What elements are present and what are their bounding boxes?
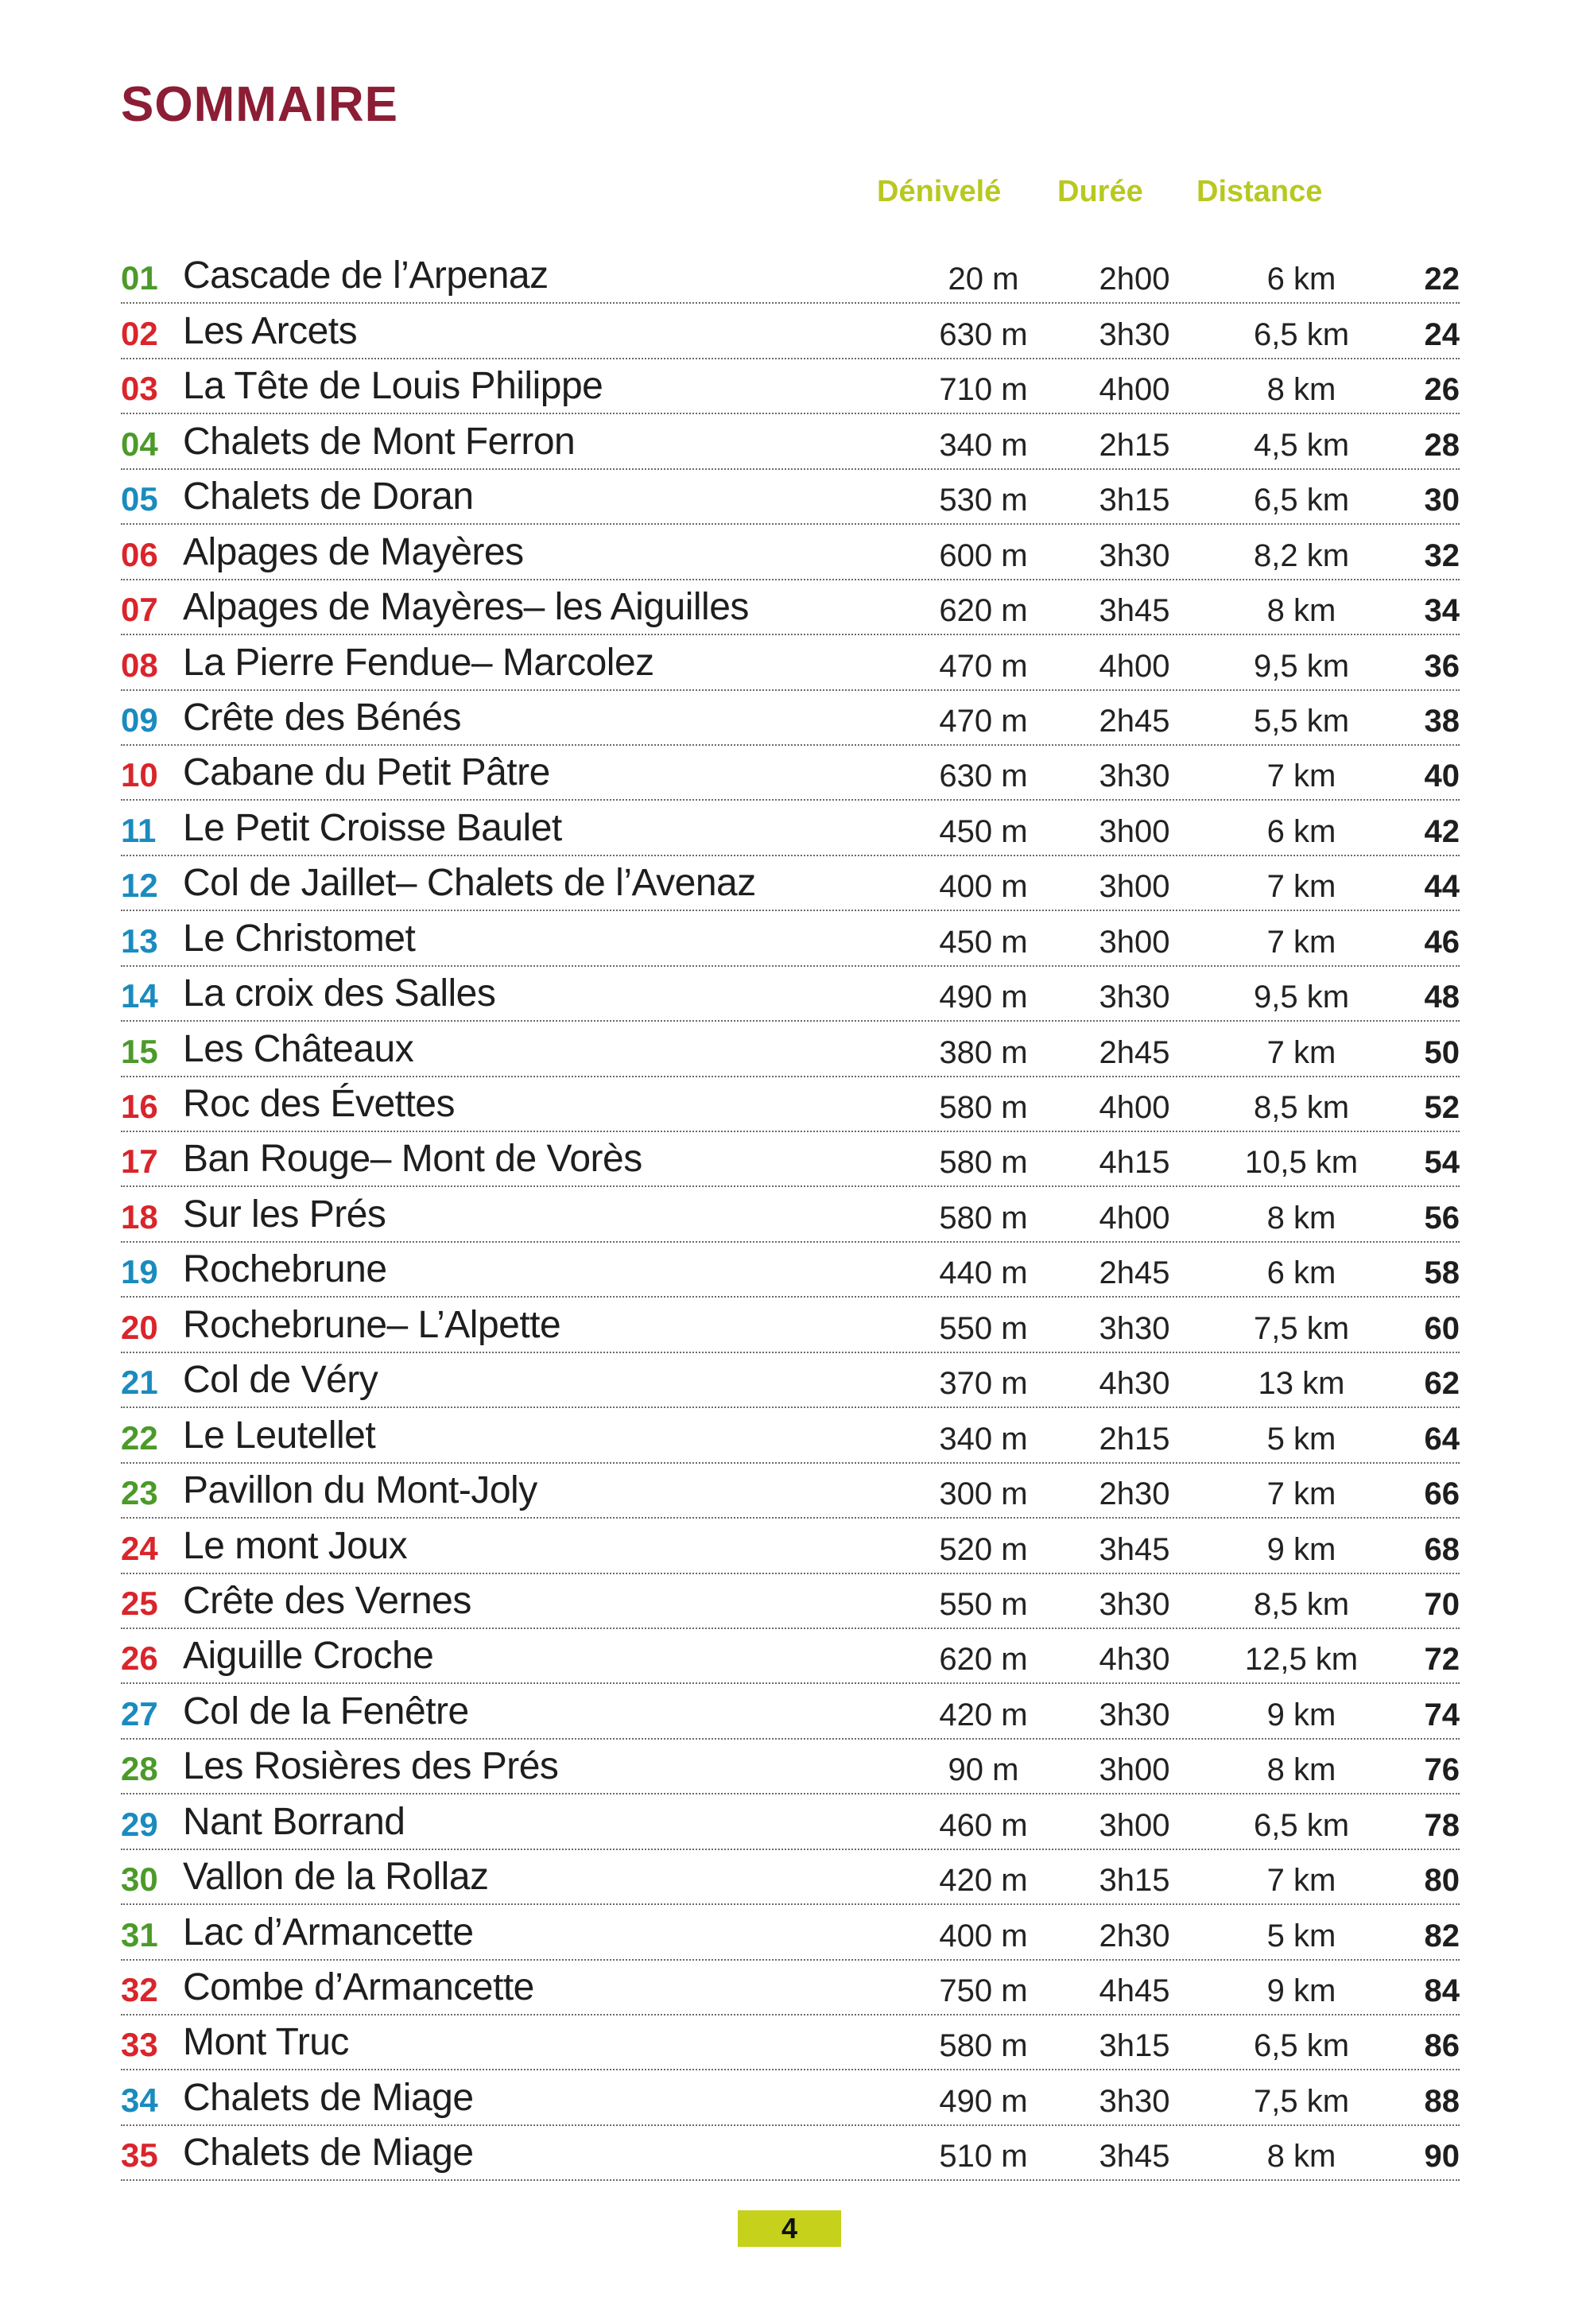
route-number: 26 — [121, 1639, 158, 1678]
route-name: Le mont Joux — [183, 1524, 408, 1567]
page-ref: 80 — [1424, 1863, 1460, 1899]
page-ref: 30 — [1424, 483, 1460, 518]
route-number: 35 — [121, 2136, 158, 2175]
distance: 8,2 km — [1253, 537, 1350, 573]
table-row[interactable] — [121, 1464, 1460, 1519]
route-number: 06 — [121, 535, 158, 573]
table-row[interactable] — [121, 1629, 1460, 1684]
duration: 3h45 — [1099, 593, 1170, 629]
page-ref: 60 — [1424, 1310, 1460, 1346]
route-name: Chalets de Miage — [183, 2132, 474, 2175]
elevation-gain: 470 m — [939, 648, 1028, 684]
elevation-gain: 400 m — [939, 869, 1028, 905]
distance: 8 km — [1266, 372, 1336, 408]
duration: 2h45 — [1099, 1034, 1170, 1070]
elevation-gain: 440 m — [939, 1255, 1028, 1291]
route-number: 05 — [121, 480, 158, 518]
elevation-gain: 490 m — [939, 2083, 1028, 2119]
table-row[interactable] — [121, 635, 1460, 690]
elevation-gain: 600 m — [939, 537, 1028, 573]
route-number: 31 — [121, 1915, 158, 1953]
table-row[interactable] — [121, 1684, 1460, 1739]
duration: 2h30 — [1099, 1918, 1170, 1953]
elevation-gain: 380 m — [939, 1034, 1028, 1070]
route-name: Aiguille Croche — [183, 1635, 434, 1678]
duration: 3h15 — [1099, 2028, 1170, 2064]
route-number: 09 — [121, 700, 158, 739]
table-row[interactable] — [121, 249, 1460, 304]
duration: 3h30 — [1099, 1586, 1170, 1622]
route-name: Rochebrune — [183, 1248, 387, 1291]
page-ref: 88 — [1424, 2083, 1460, 2119]
table-row[interactable] — [121, 1794, 1460, 1849]
page-ref: 40 — [1424, 759, 1460, 794]
route-number: 22 — [121, 1418, 158, 1457]
duration: 3h30 — [1099, 1697, 1170, 1732]
route-name: Crête des Bénés — [183, 696, 462, 739]
page-ref: 72 — [1424, 1642, 1460, 1678]
elevation-gain: 520 m — [939, 1531, 1028, 1567]
distance: 7 km — [1266, 1034, 1336, 1070]
page-ref: 38 — [1424, 703, 1460, 739]
route-number: 28 — [121, 1750, 158, 1788]
page-ref: 56 — [1424, 1200, 1460, 1236]
route-number: 03 — [121, 370, 158, 408]
page-ref: 74 — [1424, 1697, 1460, 1732]
elevation-gain: 460 m — [939, 1807, 1028, 1843]
route-name: Vallon de la Rollaz — [183, 1856, 489, 1899]
duration: 3h45 — [1099, 1531, 1170, 1567]
elevation-gain: 580 m — [939, 2028, 1028, 2064]
route-number: 11 — [121, 811, 157, 849]
duration: 2h30 — [1099, 1476, 1170, 1512]
elevation-gain: 370 m — [939, 1366, 1028, 1402]
elevation-gain: 420 m — [939, 1697, 1028, 1732]
duration: 4h00 — [1099, 372, 1170, 408]
duration: 3h15 — [1099, 1863, 1170, 1899]
route-name: Col de Jaillet– Chalets de l’Avenaz — [183, 862, 756, 905]
route-name: Col de Véry — [183, 1359, 378, 1402]
table-row[interactable] — [121, 359, 1460, 414]
route-number: 13 — [121, 921, 158, 960]
table-row[interactable] — [121, 1519, 1460, 1573]
route-number: 18 — [121, 1197, 158, 1236]
distance: 9 km — [1266, 1973, 1336, 2008]
route-number: 32 — [121, 1971, 158, 2008]
table-row[interactable] — [121, 691, 1460, 746]
table-row[interactable] — [121, 801, 1460, 855]
duration: 2h15 — [1099, 1421, 1170, 1457]
route-number: 21 — [121, 1364, 158, 1402]
distance: 6 km — [1266, 813, 1336, 849]
route-name: Mont Truc — [183, 2021, 349, 2064]
table-row[interactable] — [121, 1353, 1460, 1408]
route-name: Chalets de Mont Ferron — [183, 420, 576, 463]
distance: 13 km — [1258, 1366, 1345, 1402]
page-ref: 34 — [1424, 593, 1460, 629]
table-row[interactable] — [121, 304, 1460, 359]
page-ref: 26 — [1424, 372, 1460, 408]
page-ref: 82 — [1424, 1918, 1460, 1953]
page-ref: 36 — [1424, 648, 1460, 684]
distance: 5,5 km — [1253, 703, 1350, 739]
route-name: La croix des Salles — [183, 972, 496, 1015]
distance: 5 km — [1266, 1421, 1336, 1457]
elevation-gain: 620 m — [939, 1642, 1028, 1678]
duration: 2h00 — [1099, 262, 1170, 297]
route-name: Les Rosières des Prés — [183, 1745, 559, 1788]
duration: 4h30 — [1099, 1642, 1170, 1678]
page-ref: 24 — [1424, 316, 1460, 352]
table-row[interactable] — [121, 470, 1460, 525]
distance: 8 km — [1266, 2139, 1336, 2175]
route-name: Ban Rouge– Mont de Vorès — [183, 1138, 642, 1181]
elevation-gain: 470 m — [939, 703, 1028, 739]
duration: 3h15 — [1099, 483, 1170, 518]
route-number: 29 — [121, 1805, 158, 1843]
table-row[interactable] — [121, 2126, 1460, 2181]
distance: 7,5 km — [1253, 1310, 1350, 1346]
distance: 9,5 km — [1253, 648, 1350, 684]
duration: 3h30 — [1099, 759, 1170, 794]
table-row[interactable] — [121, 1243, 1460, 1298]
duration: 2h45 — [1099, 1255, 1170, 1291]
distance: 6 km — [1266, 1255, 1336, 1291]
page-ref: 28 — [1424, 427, 1460, 463]
page-ref: 90 — [1424, 2139, 1460, 2175]
elevation-gain: 630 m — [939, 759, 1028, 794]
distance: 6,5 km — [1253, 316, 1350, 352]
route-number: 14 — [121, 977, 158, 1015]
route-name: Le Christomet — [183, 917, 416, 960]
distance: 6,5 km — [1253, 483, 1350, 518]
table-row[interactable] — [121, 1132, 1460, 1187]
table-row[interactable] — [121, 525, 1460, 580]
elevation-gain: 490 m — [939, 980, 1028, 1015]
page-ref: 42 — [1424, 813, 1460, 849]
table-row[interactable] — [121, 1574, 1460, 1629]
column-header-duree: Durée — [1057, 175, 1143, 208]
table-row[interactable] — [121, 1905, 1460, 1960]
page-ref: 22 — [1424, 262, 1460, 297]
duration: 3h00 — [1099, 813, 1170, 849]
distance: 7 km — [1266, 869, 1336, 905]
page-number: 4 — [738, 2210, 841, 2247]
route-name: Cabane du Petit Pâtre — [183, 751, 550, 794]
duration: 4h00 — [1099, 648, 1170, 684]
route-number: 20 — [121, 1308, 158, 1346]
page-ref: 66 — [1424, 1476, 1460, 1512]
route-name: Roc des Évettes — [183, 1083, 455, 1125]
table-row[interactable] — [121, 1022, 1460, 1077]
table-row[interactable] — [121, 1187, 1460, 1242]
table-row[interactable] — [121, 2070, 1460, 2125]
page-ref: 52 — [1424, 1090, 1460, 1125]
distance: 8 km — [1266, 593, 1336, 629]
route-name: Crête des Vernes — [183, 1579, 471, 1622]
page-ref: 44 — [1424, 869, 1460, 905]
route-number: 07 — [121, 591, 158, 629]
table-row[interactable] — [121, 856, 1460, 911]
duration: 3h30 — [1099, 980, 1170, 1015]
distance: 7 km — [1266, 924, 1336, 960]
duration: 3h00 — [1099, 869, 1170, 905]
duration: 3h30 — [1099, 2083, 1170, 2119]
distance: 4,5 km — [1253, 427, 1350, 463]
table-of-contents — [121, 249, 1460, 2181]
distance: 6,5 km — [1253, 1807, 1350, 1843]
table-row[interactable] — [121, 1961, 1460, 2016]
table-row[interactable] — [121, 1850, 1460, 1905]
distance: 7 km — [1266, 1476, 1336, 1512]
route-name: Chalets de Doran — [183, 475, 474, 518]
route-name: Les Châteaux — [183, 1027, 414, 1070]
page-ref: 50 — [1424, 1034, 1460, 1070]
route-number: 23 — [121, 1474, 158, 1512]
elevation-gain: 580 m — [939, 1145, 1028, 1181]
distance: 8 km — [1266, 1752, 1336, 1788]
elevation-gain: 710 m — [939, 372, 1028, 408]
route-name: Alpages de Mayères — [183, 530, 524, 573]
duration: 3h30 — [1099, 316, 1170, 352]
route-name: Le Petit Croisse Baulet — [183, 806, 562, 849]
duration: 3h45 — [1099, 2139, 1170, 2175]
route-name: Combe d’Armancette — [183, 1966, 534, 2008]
page-ref: 84 — [1424, 1973, 1460, 2008]
table-row[interactable] — [121, 967, 1460, 1022]
elevation-gain: 550 m — [939, 1586, 1028, 1622]
elevation-gain: 300 m — [939, 1476, 1028, 1512]
distance: 8 km — [1266, 1200, 1336, 1236]
distance: 9,5 km — [1253, 980, 1350, 1015]
column-header-denivele: Dénivelé — [877, 175, 1002, 208]
route-number: 16 — [121, 1088, 158, 1125]
elevation-gain: 750 m — [939, 1973, 1028, 2008]
route-name: Rochebrune– L’Alpette — [183, 1303, 561, 1346]
column-header-distance: Distance — [1196, 175, 1323, 208]
elevation-gain: 580 m — [939, 1200, 1028, 1236]
table-row[interactable] — [121, 580, 1460, 635]
distance: 7 km — [1266, 759, 1336, 794]
elevation-gain: 340 m — [939, 427, 1028, 463]
page-ref: 62 — [1424, 1366, 1460, 1402]
route-name: La Tête de Louis Philippe — [183, 365, 603, 408]
route-number: 02 — [121, 314, 158, 352]
page-ref: 58 — [1424, 1255, 1460, 1291]
route-number: 30 — [121, 1860, 158, 1899]
table-row[interactable] — [121, 911, 1460, 966]
elevation-gain: 90 m — [948, 1752, 1019, 1788]
elevation-gain: 550 m — [939, 1310, 1028, 1346]
route-number: 15 — [121, 1032, 158, 1070]
elevation-gain: 20 m — [948, 262, 1019, 297]
table-row[interactable] — [121, 1077, 1460, 1132]
page-ref: 76 — [1424, 1752, 1460, 1788]
route-number: 27 — [121, 1694, 158, 1732]
duration: 3h00 — [1099, 1807, 1170, 1843]
elevation-gain: 400 m — [939, 1918, 1028, 1953]
duration: 4h00 — [1099, 1090, 1170, 1125]
route-number: 08 — [121, 646, 158, 684]
table-row[interactable] — [121, 2016, 1460, 2070]
route-name: Alpages de Mayères– les Aiguilles — [183, 586, 749, 629]
page-ref: 54 — [1424, 1145, 1460, 1181]
elevation-gain: 510 m — [939, 2139, 1028, 2175]
route-name: Les Arcets — [183, 309, 358, 352]
route-number: 19 — [121, 1253, 158, 1291]
table-row[interactable] — [121, 1298, 1460, 1352]
route-number: 25 — [121, 1584, 158, 1622]
route-name: Nant Borrand — [183, 1800, 405, 1843]
duration: 3h30 — [1099, 537, 1170, 573]
elevation-gain: 580 m — [939, 1090, 1028, 1125]
duration: 3h00 — [1099, 1752, 1170, 1788]
route-name: Chalets de Miage — [183, 2076, 474, 2119]
table-row[interactable] — [121, 1740, 1460, 1794]
page-ref: 46 — [1424, 924, 1460, 960]
route-number: 12 — [121, 867, 158, 905]
table-row[interactable] — [121, 1408, 1460, 1463]
page-ref: 78 — [1424, 1807, 1460, 1843]
route-number: 24 — [121, 1529, 158, 1567]
distance: 7 km — [1266, 1863, 1336, 1899]
distance: 10,5 km — [1244, 1145, 1359, 1181]
route-number: 01 — [121, 259, 158, 297]
duration: 4h30 — [1099, 1366, 1170, 1402]
duration: 2h45 — [1099, 703, 1170, 739]
elevation-gain: 450 m — [939, 924, 1028, 960]
page-ref: 68 — [1424, 1531, 1460, 1567]
duration: 3h00 — [1099, 924, 1170, 960]
duration: 4h00 — [1099, 1200, 1170, 1236]
distance: 8,5 km — [1253, 1586, 1350, 1622]
route-name: Le Leutellet — [183, 1414, 376, 1457]
duration: 3h30 — [1099, 1310, 1170, 1346]
page-ref: 86 — [1424, 2028, 1460, 2064]
route-number: 04 — [121, 425, 158, 463]
elevation-gain: 620 m — [939, 593, 1028, 629]
table-row[interactable] — [121, 746, 1460, 801]
distance: 9 km — [1266, 1531, 1336, 1567]
distance: 9 km — [1266, 1697, 1336, 1732]
route-number: 33 — [121, 2026, 158, 2064]
route-name: Lac d’Armancette — [183, 1911, 474, 1953]
route-name: La Pierre Fendue– Marcolez — [183, 641, 654, 684]
table-row[interactable] — [121, 414, 1460, 469]
route-name: Cascade de l’Arpenaz — [183, 254, 549, 297]
distance: 6 km — [1266, 262, 1336, 297]
elevation-gain: 340 m — [939, 1421, 1028, 1457]
page-ref: 64 — [1424, 1421, 1460, 1457]
route-name: Col de la Fenêtre — [183, 1690, 469, 1732]
page-title: SOMMAIRE — [121, 77, 398, 132]
route-number: 17 — [121, 1143, 158, 1181]
route-number: 34 — [121, 2081, 158, 2119]
route-name: Sur les Prés — [183, 1193, 386, 1236]
distance: 7,5 km — [1253, 2083, 1350, 2119]
distance: 6,5 km — [1253, 2028, 1350, 2064]
route-name: Pavillon du Mont-Joly — [183, 1469, 537, 1512]
elevation-gain: 530 m — [939, 483, 1028, 518]
elevation-gain: 420 m — [939, 1863, 1028, 1899]
distance: 8,5 km — [1253, 1090, 1350, 1125]
page-ref: 32 — [1424, 537, 1460, 573]
distance: 5 km — [1266, 1918, 1336, 1953]
duration: 4h15 — [1099, 1145, 1170, 1181]
page-ref: 70 — [1424, 1586, 1460, 1622]
elevation-gain: 450 m — [939, 813, 1028, 849]
route-number: 10 — [121, 756, 158, 794]
distance: 12,5 km — [1244, 1642, 1359, 1678]
duration: 2h15 — [1099, 427, 1170, 463]
duration: 4h45 — [1099, 1973, 1170, 2008]
page-ref: 48 — [1424, 980, 1460, 1015]
elevation-gain: 630 m — [939, 316, 1028, 352]
